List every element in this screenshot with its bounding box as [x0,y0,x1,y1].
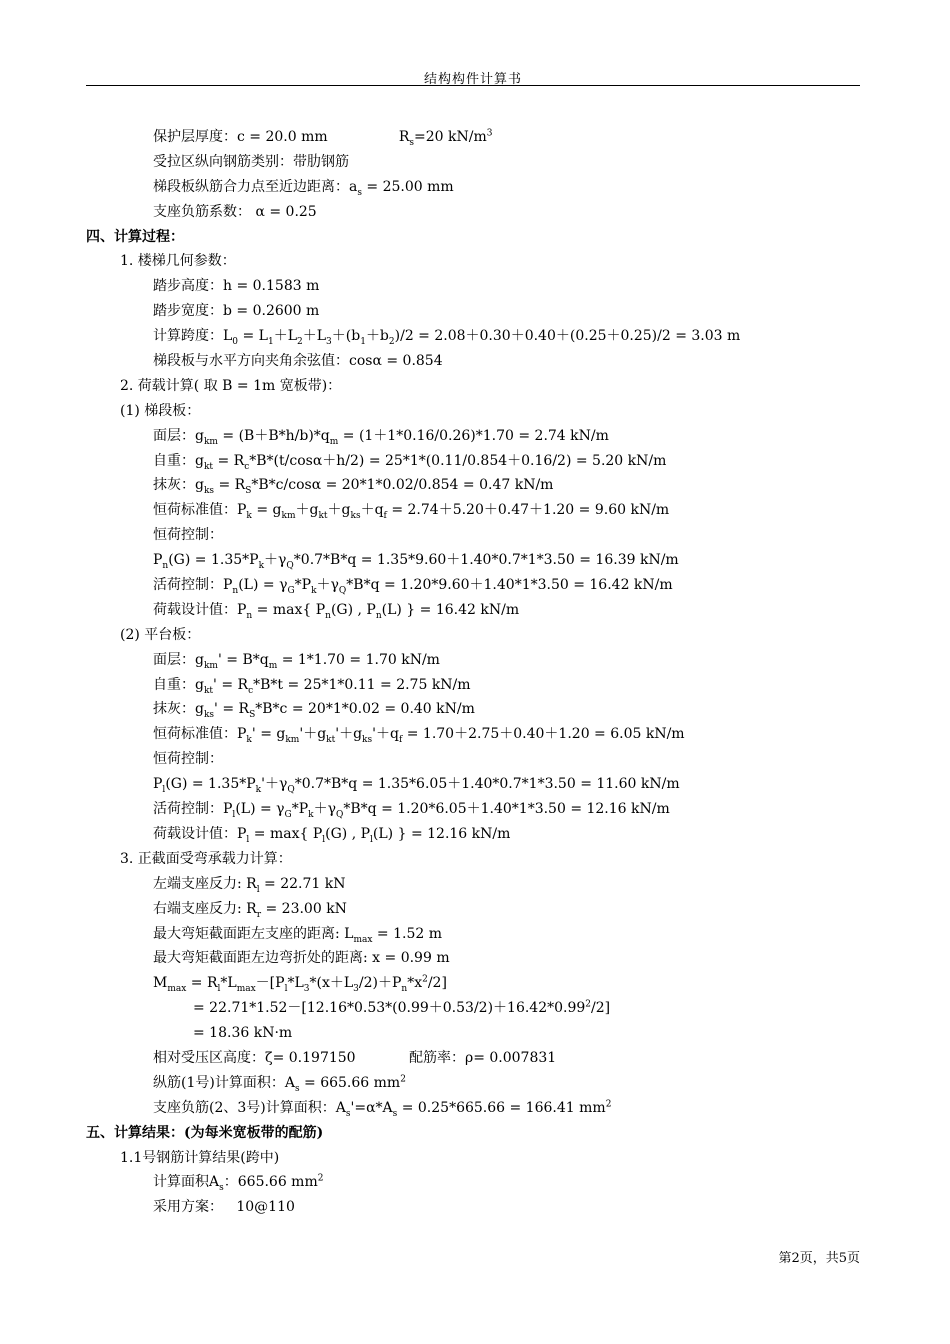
document-line: 1.1号钢筋计算结果(跨中) [120,1149,280,1166]
document-line: 活荷控制：$P_n(L) = \gamma_G*P_k+\gamma_Q*B*q = 1.20*9.60+1.40*1*3.50 = 16.42$ kN/m [153,577,673,596]
document-line: 左端支座反力: $R_l = 22.71$ kN [153,875,346,895]
document-line: 相对受压区高度：ζ= 0.197150 配筋率：ρ= 0.007831 [153,1049,557,1066]
document-line: 支座负筋系数： α = 0.25 [153,203,317,220]
document-line: 计算跨度：$L_0 = L_1+L_2+L_3+(b_1+b_2)/2 = 2.08+0.30+0.40+(0.25+0.25)/2 = 3.03$ m [153,328,741,347]
header-divider [86,85,860,86]
document-line: 抹灰：$g_{ks} = R_S*B*c/\cos\alpha = 20*1*0.02/0.854 = 0.47$ kN/m [153,477,554,497]
document-line: 支座负筋(2、3号)计算面积：$A_s'=\alpha*A_s = 0.25*665.66 = 166.41$ $mm^2$ [153,1099,612,1119]
document-line: 最大弯矩截面距左支座的距离: $L_{max} = 1.52$ m [153,925,442,945]
document-line: $P_l(G) = 1.35*P_k'+\gamma_Q*0.7*B*q = 1.35*6.05+1.40*0.7*1*3.50 = 11.60$ kN/m [153,776,680,795]
document-line: 受拉区纵向钢筋类别：带肋钢筋 [153,153,349,170]
document-line: = 18.36 kN·m [193,1025,293,1042]
document-line: 面层：$g_{km}' = B*q_m = 1*1.70 = 1.70$ kN/m [153,651,440,671]
document-line: 荷载设计值：$P_l = \max${ $P_l(G)$ , $P_l(L)$ } = 12.16 kN/m [153,825,511,845]
page-header-title: 结构构件计算书 [423,72,522,87]
document-body [0,125,950,1220]
document-line: 荷载设计值：$P_n = \max${ $P_n(G)$ , $P_n(L)$ } = 16.42 kN/m [153,601,520,621]
document-line: 恒荷标准值：$P_k = g_{km}+g_{kt}+g_{ks}+q_f = 2.74+5.20+0.47+1.20 = 9.60$ kN/m [153,502,670,522]
document-line: 恒荷控制： [153,751,223,768]
document-line: 恒荷控制： [153,527,223,544]
document-line: 梯段板纵筋合力点至近边距离：$a_s = 25.00$ mm [153,178,454,198]
document-line: 活荷控制：$P_l(L) = \gamma_G*P_k+\gamma_Q*B*q = 1.20*6.05+1.40*1*3.50 = 12.16$ kN/m [153,801,670,820]
page-number: 第2页，共5页 [778,1251,860,1266]
document-line: 踏步宽度：b = 0.2600 m [153,303,320,320]
document-line: (1) 梯段板： [120,402,201,419]
document-line: (2) 平台板： [120,626,201,643]
document-line: 自重：$g_{kt} = R_c*B*(t/\cos\alpha+h/2) = 25*1*(0.11/0.854+0.16/2) = 5.20$ kN/m [153,452,667,472]
document-line: 保护层厚度：c = 20.0 mm $R_s=20$ $kN/m^3$ [153,128,493,148]
document-line: 抹灰：$g_{ks}' = R_S*B*c = 20*1*0.02 = 0.40$ kN/m [153,701,475,721]
document-line: 计算面积$A_s$：665.66 $mm^2$ [153,1173,324,1194]
document-line: 最大弯矩截面距左边弯折处的距离: x = 0.99 m [153,950,450,967]
document-line: 梯段板与水平方向夹角余弦值：cosα = 0.854 [153,353,443,370]
document-line: 右端支座反力: $R_r = 23.00$ kN [153,900,347,920]
document-line: 恒荷标准值：$P_k' = g_{km}'+g_{kt}'+g_{ks}'+q_f = 1.70+2.75+0.40+1.20 = 6.05$ kN/m [153,726,685,746]
document-line: 1. 楼梯几何参数： [120,253,236,270]
document-line: $M_{max} = R_l*L_{max}-[P_l*L_3*(x+L_3/2)+P_n*x^2/2]$ [153,974,447,995]
document-line: $P_n(G) = 1.35*P_k+\gamma_Q*0.7*B*q = 1.35*9.60+1.40*0.7*1*3.50 = 16.39$ kN/m [153,552,679,571]
document-line: 踏步高度：h = 0.1583 m [153,278,320,295]
section-heading: 四、计算过程： [86,228,184,245]
section-heading: 五、计算结果：(为每米宽板带的配筋) [86,1124,324,1141]
document-line: 面层：$g_{km} = (B+B*h/b)*q_m = (1+1*0.16/0.26)*1.70 = 2.74$ kN/m [153,427,609,447]
document-line: 采用方案： 10@110 [153,1199,295,1216]
document-line: = $22.71*1.52-[12.16*0.53*(0.99+0.53/2)+16.42*0.99^2/2]$ [193,999,611,1017]
document-line: 2. 荷载计算( 取 B = 1m 宽板带)： [120,377,342,394]
document-line: 自重：$g_{kt}' = R_c*B*t = 25*1*0.11 = 2.75$ kN/m [153,676,471,696]
document-line: 3. 正截面受弯承载力计算： [120,850,292,867]
document-line: 纵筋(1号)计算面积：$A_s = 665.66$ $mm^2$ [153,1074,406,1094]
